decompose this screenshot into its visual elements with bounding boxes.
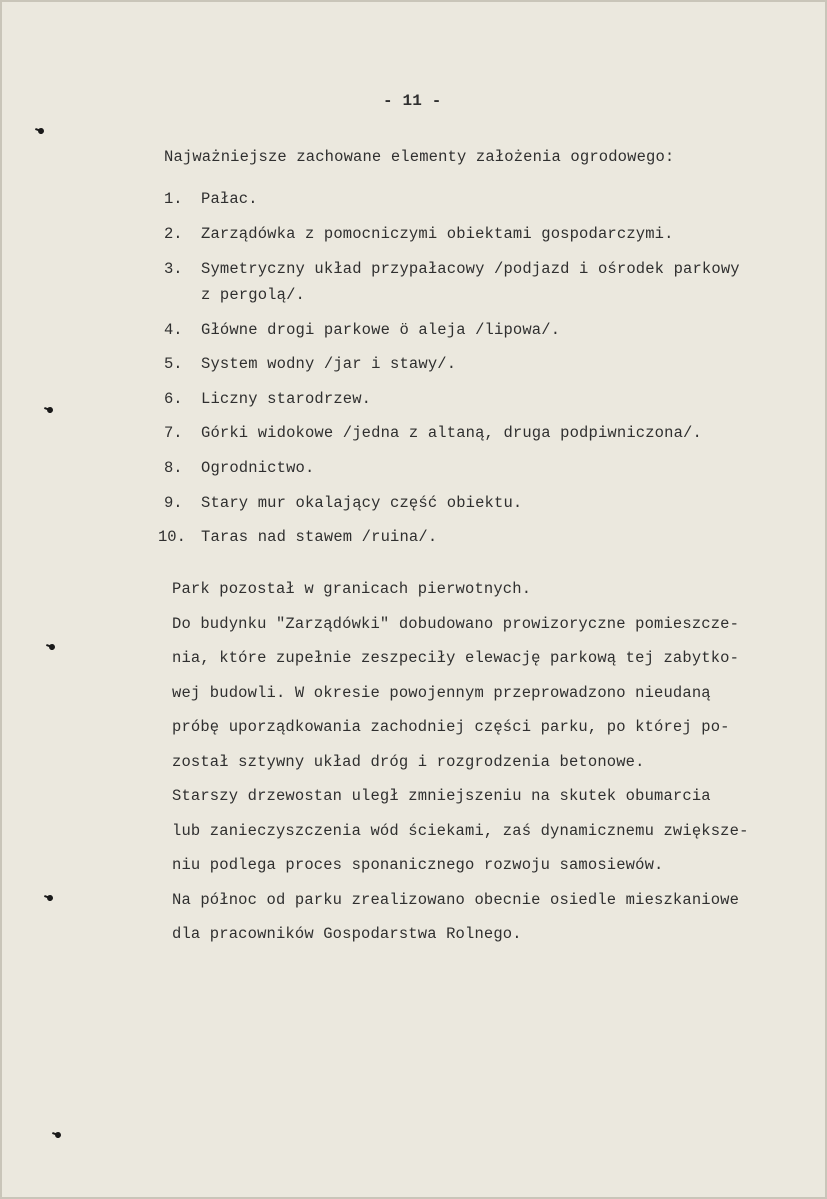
- list-item-text: Górki widokowe /jedna z altaną, druga podpiwniczona/.: [201, 424, 702, 442]
- paragraph-line: Na północ od parku zrealizowano obecnie osiedle mieszkaniowe: [172, 891, 740, 909]
- list-item-number: 3.: [164, 260, 183, 278]
- paragraph-line: Do budynku "Zarządówki" dobudowano prowizoryczne pomieszcze-: [172, 615, 740, 633]
- paragraph-line: dla pracowników Gospodarstwa Rolnego.: [172, 925, 522, 943]
- list-item-text: Główne drogi parkowe ö aleja /lipowa/.: [201, 321, 561, 339]
- paragraph-line: próbę uporządkowania zachodniej części parku, po której po-: [172, 718, 730, 736]
- punch-hole-mark: [46, 894, 54, 902]
- list-item-number: 6.: [164, 390, 183, 408]
- punch-hole-mark: [54, 1131, 62, 1139]
- list-item-number: 5.: [164, 355, 183, 373]
- list-item-number: 2.: [164, 225, 183, 243]
- paragraph-line: Starszy drzewostan uległ zmniejszeniu na skutek obumarcia: [172, 787, 711, 805]
- page-number: - 11 -: [383, 92, 442, 110]
- paragraph-line: został sztywny układ dróg i rozgrodzenia betonowe.: [172, 753, 645, 771]
- list-item-text: Ogrodnictwo.: [201, 459, 315, 477]
- paragraph-line: wej budowli. W okresie powojennym przeprowadzono nieudaną: [172, 684, 711, 702]
- paragraph-line: nia, które zupełnie zeszpeciły elewację parkową tej zabytko-: [172, 649, 740, 667]
- paragraph-line: Park pozostał w granicach pierwotnych.: [172, 580, 532, 598]
- list-item-number: 8.: [164, 459, 183, 477]
- list-item-text-continued: z pergolą/.: [201, 286, 305, 304]
- list-item-text: Taras nad stawem /ruina/.: [201, 528, 438, 546]
- list-item-number: 9.: [164, 494, 183, 512]
- list-heading: Najważniejsze zachowane elementy założenia ogrodowego:: [164, 148, 675, 166]
- punch-hole-mark: [37, 127, 45, 135]
- list-item-number: 1.: [164, 190, 183, 208]
- list-item-text: Symetryczny układ przypałacowy /podjazd i ośrodek parkowy: [201, 260, 740, 278]
- list-item-number: 7.: [164, 424, 183, 442]
- paragraph-line: lub zanieczyszczenia wód ściekami, zaś dynamicznemu zwiększe-: [172, 822, 749, 840]
- list-item-text: Pałac.: [201, 190, 258, 208]
- list-item-text: Stary mur okalający część obiektu.: [201, 494, 523, 512]
- paragraph-line: niu podlega proces sponanicznego rozwoju samosiewów.: [172, 856, 664, 874]
- list-item-number: 10.: [158, 528, 186, 546]
- list-item-text: System wodny /jar i stawy/.: [201, 355, 457, 373]
- list-item-text: Zarządówka z pomocniczymi obiektami gospodarczymi.: [201, 225, 674, 243]
- list-item-number: 4.: [164, 321, 183, 339]
- punch-hole-mark: [48, 643, 56, 651]
- list-item-text: Liczny starodrzew.: [201, 390, 372, 408]
- punch-hole-mark: [46, 406, 54, 414]
